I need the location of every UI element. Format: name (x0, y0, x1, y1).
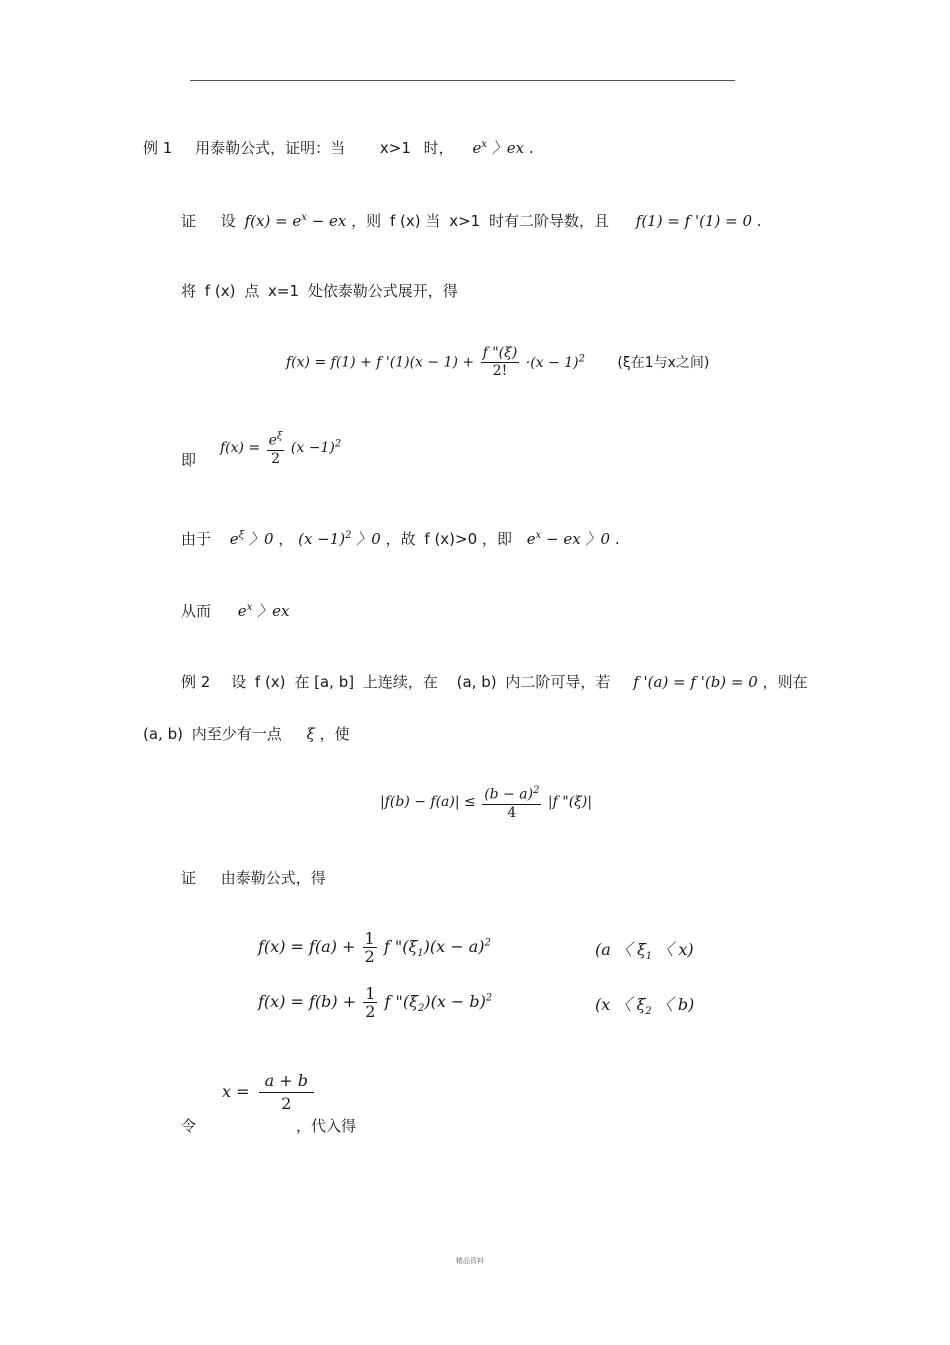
example2-xi: ξ (306, 725, 315, 743)
example2-fx: f (x) (254, 673, 286, 691)
ineq-lhs: |f(b) − f(a)| ≤ (380, 793, 476, 810)
header-rule (190, 80, 735, 81)
let-label: 令 (181, 1117, 197, 1135)
let-numerator: a + b (259, 1070, 314, 1093)
proof1-fx: f (x) (389, 212, 421, 230)
taylor-a-numerator: 1 (364, 929, 375, 948)
taylor-a-lhs: f(x) = f(a) + (258, 937, 356, 956)
let-rest: ，代入得 (296, 1117, 357, 1135)
taylor-b-lhs: f(x) = f(b) + (258, 992, 357, 1011)
example1-claim: $e^x$ 〉ex (472, 139, 525, 157)
hence-line (181, 598, 289, 621)
taylor-a-formula (258, 930, 491, 965)
ineq-fraction (482, 782, 541, 822)
example1-shi: 时， (423, 139, 454, 157)
example2-line2 (143, 724, 350, 744)
ji-label: 即 (181, 451, 197, 469)
since-expr2: $(x -1)^2$ 〉0 (298, 530, 381, 548)
proof2-zheng: 证 (181, 869, 197, 887)
example1-heading: 例 1 (143, 139, 173, 157)
ineq-formula (380, 782, 592, 822)
taylor1-tail: $\cdot(x - 1)^2$ (525, 352, 585, 371)
ji-tail: $(x -1)^2$ (290, 438, 342, 456)
proof1-she: 设 (220, 212, 236, 230)
let-denominator: 2 (281, 1094, 292, 1113)
since-gu: ，故 (385, 530, 416, 548)
since-end: . (614, 530, 620, 548)
since-ji: ，即 (481, 530, 512, 548)
proof1-text-c: 时有二阶导数，且 (488, 212, 609, 230)
example1-task: 用泰勒公式，证明：当 (195, 139, 346, 157)
ineq-numerator: $(b - a)^2$ (482, 782, 541, 805)
hence-expr: $e^x$ 〉ex (237, 602, 290, 620)
taylor-a-denominator: 2 (364, 947, 375, 966)
example2-she: 设 (231, 673, 247, 691)
let-formula (222, 1070, 316, 1115)
since-fx: f (x)>0 (424, 530, 478, 548)
since-label: 由于 (181, 530, 212, 548)
example1-end: . (528, 139, 534, 157)
example1-condition: x>1 (379, 139, 411, 157)
example2-cont: 上连续，在 (362, 673, 438, 691)
example2-shi: ，使 (319, 725, 350, 743)
taylor-b-numerator: 1 (365, 984, 376, 1003)
example2-then: ，则在 (762, 673, 808, 691)
example2-exists: 内至少有一点 (191, 725, 282, 743)
proof1-line (181, 208, 762, 231)
hence-label: 从而 (181, 602, 212, 620)
ji-denominator: 2 (271, 450, 280, 467)
proof2-line (181, 868, 326, 888)
since-expr1: $e^\xi$ 〉0 (229, 530, 274, 548)
let-lhs: x = (222, 1082, 250, 1101)
expand-point: x=1 (268, 282, 300, 300)
proof1-zheng: 证 (181, 212, 197, 230)
proof1-f-def: $f(x) = e^x$ − ex (244, 212, 347, 230)
taylor1-fraction (481, 345, 520, 380)
taylor1-numerator: f "(ξ) (482, 345, 518, 361)
proof2-text: 由泰勒公式，得 (220, 869, 326, 887)
example2-zai: 在 (294, 673, 310, 691)
ineq-denominator: 4 (507, 804, 517, 821)
taylor1-note: (ξ在1与x之间) (617, 354, 710, 371)
since-line (181, 526, 620, 549)
proof1-text-a: ，则 (351, 212, 382, 230)
proof1-init-cond: f(1) = f '(1) = 0 (635, 212, 753, 230)
taylor1-lhs: f(x) = f(1) + f '(1)(x − 1) + (286, 354, 475, 371)
taylor1-denominator: 2! (492, 363, 508, 379)
expand-fx: f (x) (204, 282, 236, 300)
taylor-b-formula (258, 985, 492, 1020)
taylor-b-denominator: 2 (365, 1002, 376, 1021)
example2-closed: [a, b] (314, 673, 355, 691)
expand-dian: 点 (244, 282, 260, 300)
example2-diff: 内二阶可导，若 (505, 673, 611, 691)
example2-line1 (181, 672, 808, 692)
taylor-b-fraction (363, 985, 377, 1020)
example2-open2: (a, b) (143, 725, 183, 743)
taylor-b-range: (x 〈 $\xi_2$ 〈 b) (595, 995, 695, 1018)
ineq-rhs: |f "(ξ)| (547, 793, 593, 810)
since-expr3: $e^x$ − ex 〉0 (526, 530, 611, 548)
example1-line (143, 135, 534, 158)
example2-open: (a, b) (456, 673, 497, 691)
expand-text: 将 (181, 282, 197, 300)
proof1-end: . (756, 212, 762, 230)
taylor-b-rest: f "$(\xi_2)(x - b)^2$ (384, 992, 493, 1015)
example2-heading: 例 2 (181, 673, 211, 691)
ji-lhs: f(x) = (220, 439, 261, 456)
footer-label: 精品资料 (456, 1257, 484, 1265)
proof1-cond: x>1 (449, 212, 481, 230)
taylor-a-range: (a 〈 $\xi_1$ 〈 x) (595, 940, 694, 963)
example2-cond: f '(a) = f '(b) = 0 (633, 673, 758, 691)
ji-fraction (267, 428, 285, 468)
let-fraction (259, 1070, 314, 1115)
taylor1-formula (286, 345, 709, 380)
taylor-a-fraction (363, 930, 377, 965)
taylor-a-rest: f "$(\xi_1)(x - a)^2$ (383, 937, 491, 960)
ji-formula (220, 428, 341, 468)
expand-rest: 处依泰勒公式展开，得 (307, 282, 458, 300)
since-comma1: ， (278, 530, 294, 548)
expand-line (181, 281, 458, 301)
ji-numerator: $e^\xi$ (267, 428, 285, 451)
proof1-text-b: 当 (425, 212, 441, 230)
